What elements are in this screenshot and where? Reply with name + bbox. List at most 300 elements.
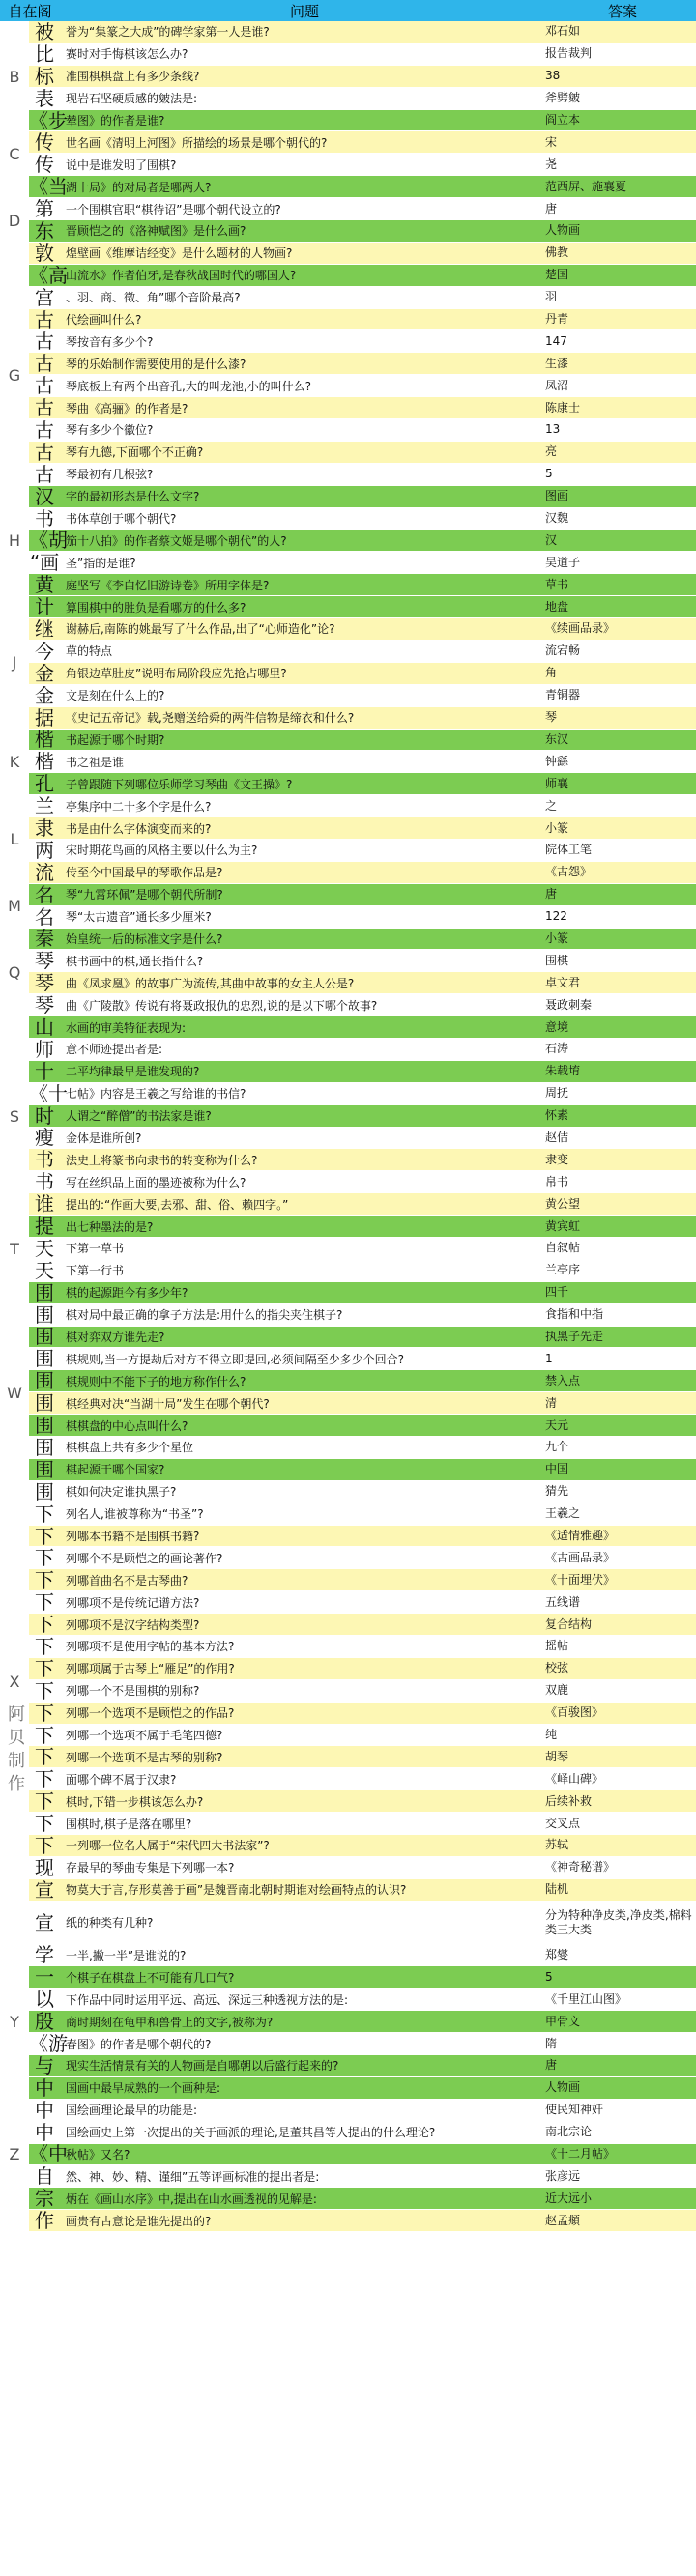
table-row <box>29 795 696 817</box>
table-row <box>29 1503 696 1526</box>
row-key-char: 围 <box>35 1437 54 1459</box>
group-rows <box>29 21 696 131</box>
row-question: 煌壁画《维摩诘经变》是什么题材的人物画? <box>66 246 293 261</box>
row-question: 列哪个不是顾恺之的画论著作? <box>66 1551 223 1565</box>
row-answer: 《适情雅趣》 <box>545 1529 616 1542</box>
row-key-char: 楷 <box>35 729 54 752</box>
table-row <box>29 309 696 331</box>
group-rows <box>29 795 696 884</box>
group-letter-text: Q <box>8 962 21 982</box>
row-key-char: 秦 <box>35 928 54 951</box>
row-key-char: 中 <box>35 2076 54 2100</box>
row-key-char: 围 <box>35 1458 54 1481</box>
group-letter <box>0 884 29 929</box>
table-row <box>29 1945 696 1967</box>
table-row <box>29 131 696 154</box>
row-question: 一列哪一位名人属于“宋代四大书法家”? <box>66 1839 270 1853</box>
row-question: 琴按音有多少个? <box>66 334 154 349</box>
table-row <box>29 1149 696 1171</box>
row-answer: 钟繇 <box>545 754 569 768</box>
table-row <box>29 1459 696 1481</box>
row-question: 商时期刻在龟甲和兽骨上的文字,被称为? <box>66 2015 274 2029</box>
row-question: 画贵有古意论是谁先提出的? <box>66 2214 212 2228</box>
group-letter <box>0 1503 29 1967</box>
row-answer: 苏轼 <box>545 1838 569 1852</box>
row-key-char: 下 <box>35 1702 54 1725</box>
table-row <box>29 220 696 243</box>
row-answer: 张彦远 <box>545 2168 581 2183</box>
row-question: 国绘画理论最早的功能是: <box>66 2104 198 2118</box>
row-key-char: 十 <box>35 1060 54 1083</box>
row-question: 物莫大于言,存形莫善于画”是魏晋南北朝时期谁对绘画特点的认识? <box>66 1883 407 1898</box>
row-key-char: 下 <box>35 1591 54 1615</box>
table-row <box>29 1238 696 1260</box>
table-row <box>29 1989 696 2011</box>
row-question: 世名画《清明上河图》所描绘的场景是哪个朝代的? <box>66 135 328 150</box>
table-row <box>29 176 696 198</box>
row-key-char: 下 <box>35 1636 54 1658</box>
row-answer: 122 <box>545 909 567 924</box>
table-body <box>0 21 696 2232</box>
group-letter-text: J <box>12 653 17 673</box>
row-question: 七帖》内容是王羲之写给谁的书信? <box>66 1087 246 1102</box>
row-question: 国画中最早成熟的一个画种是: <box>66 2081 221 2096</box>
row-key-char: 汉 <box>35 485 54 508</box>
row-question: 琴有多少个徽位? <box>66 423 154 438</box>
row-key-char: 中 <box>35 2099 54 2122</box>
row-key-char: 一 <box>35 1966 54 1989</box>
row-answer: 复合结构 <box>545 1617 593 1631</box>
table-row <box>29 2033 696 2055</box>
row-key-char: 《当 <box>29 176 68 199</box>
row-answer: 执黑子先走 <box>545 1329 604 1343</box>
letter-group <box>0 1216 696 1282</box>
row-key-char: 古 <box>35 330 54 354</box>
row-question: 列哪项属于古琴上“雁足”的作用? <box>66 1662 235 1676</box>
row-question: 棋起源于哪个国家? <box>66 1463 165 1477</box>
row-question: 棋书画中的棋,通长指什么? <box>66 954 204 968</box>
row-answer: 朱载堉 <box>545 1064 581 1078</box>
row-key-char: 瘦 <box>35 1127 54 1150</box>
row-key-char: 黄 <box>35 574 54 597</box>
row-answer: 九个 <box>545 1440 569 1454</box>
row-question: 子曾跟随下列哪位乐师学习琴曲《文王操》? <box>66 777 293 791</box>
row-key-char: 学 <box>35 1944 54 1967</box>
row-key-char: 《十 <box>29 1082 68 1105</box>
row-answer: 琴 <box>545 710 558 725</box>
group-letter <box>0 2077 29 2232</box>
row-question: 书体草创于哪个朝代? <box>66 512 177 527</box>
group-rows <box>29 1216 696 1282</box>
row-question: 列哪项不是使用字帖的基本方法? <box>66 1640 235 1654</box>
row-question: 二平均律最早是谁发现的? <box>66 1065 200 1079</box>
row-key-char: 古 <box>35 375 54 398</box>
table-row <box>29 884 696 906</box>
group-rows <box>29 1503 696 1967</box>
row-question: 山流水》作者伯牙,是春秋战国时代的哪国人? <box>66 269 297 283</box>
row-answer: 小篆 <box>545 930 569 945</box>
group-rows <box>29 486 696 596</box>
row-question: 赛时对手悔棋该怎么办? <box>66 47 188 62</box>
table-row <box>29 862 696 884</box>
row-answer: 南北宗论 <box>545 2125 593 2139</box>
letter-group <box>0 486 696 596</box>
row-key-char: 据 <box>35 706 54 730</box>
letter-group <box>0 596 696 729</box>
table-row <box>29 1437 696 1459</box>
row-question: 晋顾恺之的《洛神赋图》是什么画? <box>66 224 246 239</box>
row-key-char: 《胡 <box>29 530 68 553</box>
letter-group <box>0 265 696 486</box>
group-letter <box>0 21 29 131</box>
table-row <box>29 198 696 220</box>
group-letter <box>0 1282 29 1503</box>
row-question: 下作品中同时运用平远、高远、深远三种透视方法的是: <box>66 1992 349 2007</box>
row-key-char: 时 <box>35 1104 54 1128</box>
row-question: 列哪本书籍不是围棋书籍? <box>66 1530 200 1543</box>
table-row <box>29 906 696 929</box>
row-question: 人谓之“醉僧”的书法家是谁? <box>66 1109 212 1124</box>
row-answer: 147 <box>545 333 567 348</box>
table-row <box>29 1902 696 1945</box>
group-letter-text: B <box>9 67 20 86</box>
table-row <box>29 1481 696 1503</box>
table-row <box>29 1703 696 1725</box>
table-row <box>29 1304 696 1327</box>
group-letter <box>0 929 29 1017</box>
row-question: 列哪一个不是围棋的别称? <box>66 1684 200 1699</box>
side-label: 阿贝制作 <box>5 1704 25 1798</box>
row-key-char: 下 <box>35 1614 54 1637</box>
row-question: 出七种墨法的是? <box>66 1219 154 1234</box>
row-question: 现岩石坚硬质感的皴法是: <box>66 92 198 106</box>
group-letter-text: T <box>10 1239 19 1258</box>
row-answer: 图画 <box>545 489 569 503</box>
row-key-char: 《步 <box>29 109 68 132</box>
row-answer: 《千里江山图》 <box>545 1991 627 2006</box>
row-key-char: 下 <box>35 1569 54 1592</box>
row-key-char: 围 <box>35 1392 54 1416</box>
table-row <box>29 154 696 176</box>
row-key-char: 宫 <box>35 286 54 309</box>
row-key-char: 书 <box>35 507 54 530</box>
row-answer: 赵佶 <box>545 1130 569 1144</box>
table-row <box>29 88 696 110</box>
row-key-char: 名 <box>35 883 54 906</box>
row-answer: 自叙帖 <box>545 1241 581 1255</box>
row-key-char: 古 <box>35 308 54 331</box>
table-row <box>29 1061 696 1083</box>
row-question: 法史上将篆书向隶书的转变称为什么? <box>66 1153 258 1167</box>
row-answer: 周抚 <box>545 1086 569 1101</box>
row-question: 始皇统一后的标准文字是什么? <box>66 931 223 946</box>
group-letter <box>0 176 29 265</box>
row-question: 字的最初形态是什么文字? <box>66 490 200 504</box>
table-row <box>29 1171 696 1193</box>
table-row <box>29 353 696 375</box>
row-key-char: 书 <box>35 1171 54 1194</box>
row-question: 代绘画叫什么? <box>66 313 142 328</box>
table-row <box>29 419 696 442</box>
row-answer: 五线谱 <box>545 1594 581 1609</box>
row-key-char: 殷 <box>35 2011 54 2034</box>
table-row <box>29 840 696 862</box>
row-question: 列哪一个选项不是古琴的别称? <box>66 1750 223 1764</box>
row-key-char: 计 <box>35 596 54 619</box>
row-key-char: 围 <box>35 1415 54 1437</box>
group-letter-text: W <box>7 1383 22 1402</box>
group-rows <box>29 1282 696 1503</box>
row-key-char: 标 <box>35 65 54 88</box>
row-answer: 青铜器 <box>545 688 581 702</box>
row-key-char: 敦 <box>35 242 54 265</box>
row-question: 琴“九霄环佩”是哪个朝代所制? <box>66 888 223 902</box>
table-row <box>29 817 696 840</box>
group-letter-text: L <box>10 830 19 849</box>
letter-group <box>0 131 696 176</box>
row-answer: 《续画品录》 <box>545 621 616 636</box>
table-row <box>29 1725 696 1747</box>
row-answer: 丹青 <box>545 312 569 327</box>
table-row <box>29 1327 696 1349</box>
table-row <box>29 994 696 1016</box>
table-row <box>29 2165 696 2188</box>
table-row <box>29 2011 696 2033</box>
table-row <box>29 1569 696 1591</box>
row-question: 琴最初有几根弦? <box>66 468 154 482</box>
row-answer: 纯 <box>545 1728 558 1742</box>
row-answer: 双鹿 <box>545 1683 569 1698</box>
row-answer: 宋 <box>545 134 558 149</box>
table-row <box>29 1260 696 1282</box>
row-answer: 石涛 <box>545 1042 569 1056</box>
row-answer: 人物画 <box>545 223 581 238</box>
row-answer: 《神奇秘谱》 <box>545 1860 616 1875</box>
row-key-char: 表 <box>35 87 54 110</box>
row-answer: 禁入点 <box>545 1373 581 1388</box>
row-question: 《史记五帝记》载,尧赠送给舜的两件信物是缔衣和什么? <box>66 711 355 726</box>
row-question: 琴底板上有两个出音孔,大的叫龙池,小的叫什么? <box>66 379 311 393</box>
table-row <box>29 2122 696 2144</box>
row-key-char: 琴 <box>35 950 54 973</box>
row-answer: 意境 <box>545 1019 569 1034</box>
table-row <box>29 442 696 464</box>
row-question: 然、神、妙、精、谨细”五等评画标准的提出者是: <box>66 2169 320 2184</box>
row-key-char: 下 <box>35 1724 54 1747</box>
row-question: 亭集序中二十多个字是什么? <box>66 799 212 814</box>
row-key-char: 下 <box>35 1746 54 1769</box>
row-answer: 报告裁判 <box>545 46 593 61</box>
table-row <box>29 1348 696 1370</box>
row-answer: 阎立本 <box>545 113 581 127</box>
table-row <box>29 685 696 707</box>
table-row <box>29 751 696 773</box>
row-answer: 流宕畅 <box>545 644 581 658</box>
row-key-char: 围 <box>35 1281 54 1304</box>
table-row <box>29 1128 696 1150</box>
row-answer: 角 <box>545 666 558 680</box>
row-answer: 陈康士 <box>545 400 581 415</box>
row-answer: 尧 <box>545 157 558 171</box>
row-answer: 地盘 <box>545 599 569 614</box>
row-key-char: 中 <box>35 2121 54 2144</box>
row-key-char: 自 <box>35 2165 54 2189</box>
row-answer: 交叉点 <box>545 1816 581 1830</box>
row-question: 列哪首曲名不是古琴曲? <box>66 1573 188 1588</box>
row-question: 存最早的琴曲专集是下列哪一本? <box>66 1861 235 1875</box>
row-question: 曲《凤求凰》的故事广为流传,其曲中故事的女主人公是? <box>66 976 355 990</box>
row-answer: 聂政刺秦 <box>545 997 593 1012</box>
table-row <box>29 1790 696 1813</box>
group-letter <box>0 730 29 796</box>
table-row <box>29 663 696 685</box>
row-answer: 1 <box>545 1351 553 1365</box>
row-key-char: 《高 <box>29 264 68 287</box>
row-answer: 凤沼 <box>545 378 569 392</box>
row-question: 谢赫后,南陈的姚最写了什么作品,出了“心师造化”论? <box>66 622 335 637</box>
row-question: 角银边草肚皮”说明布局阶段应先抢占哪里? <box>66 667 287 681</box>
row-answer: 清 <box>545 1395 558 1410</box>
row-key-char: 被 <box>35 21 54 43</box>
letter-group <box>0 21 696 131</box>
table-row <box>29 1813 696 1835</box>
row-key-char: 《中 <box>29 2143 68 2166</box>
row-key-char: 比 <box>35 43 54 66</box>
row-question: 列哪一个选项不是顾恺之的作品? <box>66 1706 235 1721</box>
row-key-char: 第 <box>35 198 54 221</box>
row-key-char: 《游 <box>29 2033 68 2055</box>
table-row <box>29 1614 696 1636</box>
row-answer: 黄宾虹 <box>545 1218 581 1233</box>
row-question: 提出的:“作画大要,去邪、甜、俗、赖四字。” <box>66 1197 289 1212</box>
table-row <box>29 929 696 951</box>
group-rows <box>29 730 696 796</box>
row-answer: 佛教 <box>545 245 569 260</box>
row-answer: 斧劈皴 <box>545 91 581 105</box>
row-key-char: 下 <box>35 1835 54 1857</box>
row-key-char: 下 <box>35 1790 54 1814</box>
row-key-char: 围 <box>35 1370 54 1393</box>
letter-group <box>0 795 696 884</box>
row-key-char: 宣 <box>35 1878 54 1902</box>
row-answer: 唐 <box>545 887 558 902</box>
table-row <box>29 397 696 419</box>
group-letter <box>0 596 29 729</box>
row-answer: 郑燮 <box>545 1947 569 1961</box>
table-row <box>29 530 696 552</box>
row-question: 湖十局》的对局者是哪两人? <box>66 180 212 194</box>
row-key-char: 兰 <box>35 795 54 818</box>
row-question: 琴曲《高骊》的作者是? <box>66 401 188 415</box>
row-key-char: 天 <box>35 1259 54 1282</box>
row-key-char: 下 <box>35 1813 54 1836</box>
row-answer: 中国 <box>545 1462 569 1476</box>
row-question: 围棋时,棋子是落在哪里? <box>66 1817 192 1831</box>
table-row <box>29 707 696 730</box>
table-row <box>29 641 696 663</box>
group-letter-text: S <box>9 1106 20 1126</box>
group-rows <box>29 1966 696 2076</box>
table-row <box>29 1746 696 1768</box>
row-answer: 生漆 <box>545 356 569 370</box>
row-answer: 使民知神奸 <box>545 2103 604 2117</box>
row-answer: 亮 <box>545 444 558 459</box>
group-letter-text: C <box>9 144 20 163</box>
group-letter <box>0 265 29 486</box>
table-row <box>29 730 696 752</box>
row-question: 庭坚写《李白忆旧游诗卷》所用字体是? <box>66 578 270 592</box>
row-key-char: 天 <box>35 1237 54 1260</box>
group-rows <box>29 265 696 486</box>
row-question: 面哪个碑不属于汉隶? <box>66 1772 177 1787</box>
row-answer: 分为特种净皮类,净皮类,棉料类三大类 <box>545 1907 692 1936</box>
group-letter <box>0 1966 29 2076</box>
row-question: 炳在《画山水序》中,提出在山水画透视的见解是: <box>66 2191 317 2206</box>
table-row <box>29 2055 696 2077</box>
table-row <box>29 287 696 309</box>
table-row <box>29 43 696 66</box>
row-key-char: 继 <box>35 618 54 641</box>
header-index: 自在阁 <box>8 2 52 20</box>
row-answer: 卓文君 <box>545 975 581 989</box>
row-question: 一个围棋官职“棋待诏”是哪个朝代设立的? <box>66 202 281 216</box>
row-answer: 《古怨》 <box>545 865 593 879</box>
table-row <box>29 1392 696 1415</box>
row-answer: 吴道子 <box>545 555 581 569</box>
row-question: 金体是谁所创? <box>66 1131 142 1145</box>
group-letter <box>0 1016 29 1216</box>
row-key-char: 围 <box>35 1326 54 1349</box>
row-answer: 小篆 <box>545 820 569 835</box>
table-row <box>29 375 696 397</box>
group-letter-text: Z <box>9 2145 20 2164</box>
row-key-char: 楷 <box>35 751 54 774</box>
row-key-char: 孔 <box>35 773 54 796</box>
row-key-char: 隶 <box>35 817 54 840</box>
row-answer: 唐 <box>545 2058 558 2073</box>
row-answer: 隶变 <box>545 1152 569 1166</box>
row-question: 列哪项不是传统记谱方法? <box>66 1595 200 1610</box>
group-letter-text: Y <box>10 2013 19 2032</box>
row-question: 曲《广陵散》传说有将聂政报仇的忠烈,说的是以下哪个故事? <box>66 998 378 1013</box>
table-row <box>29 1415 696 1437</box>
row-key-char: 古 <box>35 419 54 442</box>
table-row <box>29 1282 696 1304</box>
table-row <box>29 1016 696 1039</box>
row-answer: 人物画 <box>545 2080 581 2095</box>
row-question: 棋时,下错一步棋该怎么办? <box>66 1794 204 1809</box>
row-question: 棋规则中不能下子的地方称作什么? <box>66 1374 246 1388</box>
table-row <box>29 950 696 972</box>
row-key-char: 下 <box>35 1679 54 1703</box>
row-question: 书之祖是谁 <box>66 755 125 769</box>
table-row <box>29 1105 696 1128</box>
row-key-char: 流 <box>35 861 54 884</box>
letter-group <box>0 1016 696 1216</box>
row-answer: 《古画品录》 <box>545 1550 616 1564</box>
row-answer: 陆机 <box>545 1882 569 1897</box>
row-answer: 怀素 <box>545 1108 569 1123</box>
table-row <box>29 330 696 353</box>
row-question: 下第一草书 <box>66 1242 125 1256</box>
group-letter-text: G <box>8 365 21 385</box>
group-letter <box>0 1216 29 1282</box>
row-question: 棋规则,当一方提劫后对方不得立即提回,必须间隔至少多少个回合? <box>66 1352 405 1366</box>
table-row <box>29 552 696 574</box>
row-answer: 胡琴 <box>545 1749 569 1763</box>
row-answer: 王羲之 <box>545 1506 581 1521</box>
row-answer: 黄公望 <box>545 1196 581 1211</box>
